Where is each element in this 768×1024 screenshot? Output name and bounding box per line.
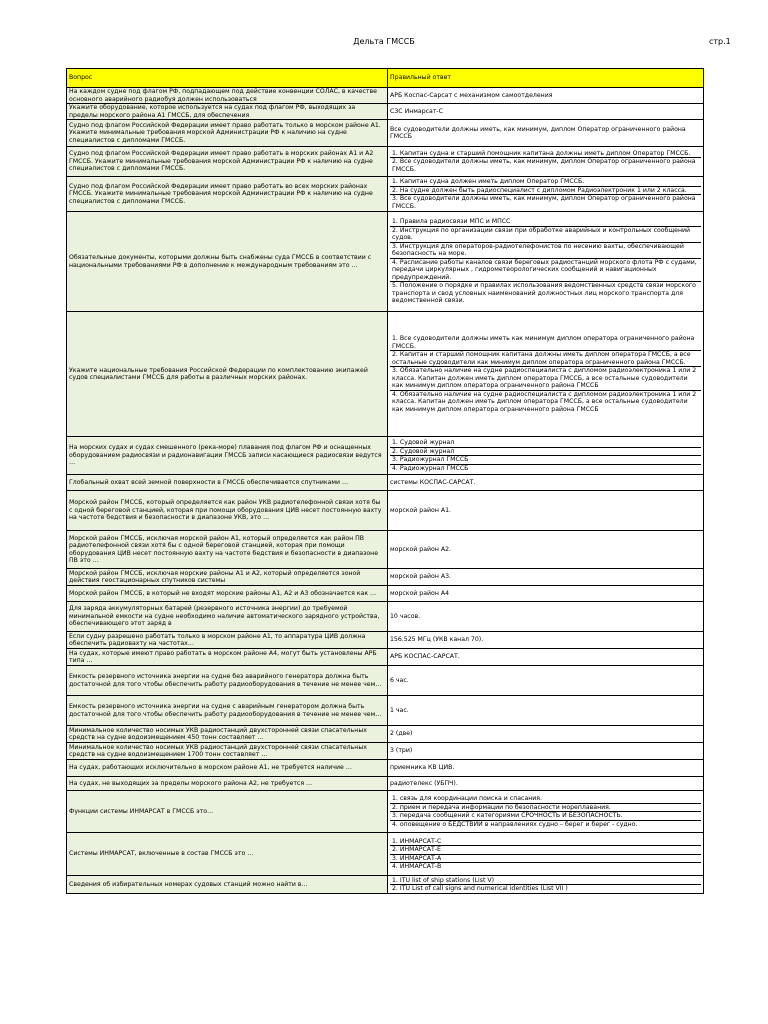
table-row [67,726,704,743]
answer-option: АРБ Коспас-Сарсат с механизмом самоотделения [390,91,553,99]
question-cell: Для заряда аккумуляторных батарей (резервного источника энергии) до требуемой минимальной емкости на судне необходимо наличие автоматического зарядного устройства, обеспечивающего этот заряд в [67,602,388,632]
answer-option: 2 (две) [390,730,413,738]
answer-cell [388,649,704,666]
question-cell: Судно под флагом Российской Федерации имеет право работать в морских районах А1 и А2 ГМССБ. Укажите минимальные требования морской Администрации РФ к наличию на судне специалистов с дипломами ГМССБ. [67,147,388,177]
question-cell: Морской район ГМССБ, исключая морские районы А1 и А2, который определяется зоной действия геостационарных спутников системы [67,569,388,586]
question-cell: На судах, не выходящих за пределы морского района А2, не требуется … [67,777,388,791]
answer-option: 10 часов. [390,612,421,620]
answer-cell [388,88,704,104]
question-cell: На каждом судне под флагом РФ, подпадающем под действие конвенции СОЛАС, в качестве основного аварийного радиобуя должен использоваться [67,88,388,104]
answer-cell [388,791,704,833]
table-row [67,569,704,586]
table-row [67,760,704,777]
answer-option: 3. Обязательно наличие на судне радиоспециалиста с дипломом радиоэлектроника 1 или 2 класса. Капитан должен иметь диплом оператора ГМССБ, а все остальные судоводители как минимум диплом оператора ограниченного района ГМССБ [390,366,701,390]
answer-option: приемника КВ ЦИВ. [390,764,455,772]
table-row [67,602,704,632]
answer-option: 5. Положение о порядке и правилах использования ведомственных средств связи морского транспорта и свод условных наименований должностных лиц морского транспорта для ведомственной связи. [390,281,701,305]
question-cell: Укажите оборудование, которое используется на судах под флагом РФ, выходящих за пределы морского района А1 ГМССБ, для обеспечения [67,104,388,120]
table-row [67,212,704,312]
answer-option: СЗС Инмарсат-С [390,107,443,115]
answer-option: 1. Все судоводители должны иметь как минимум диплом оператора ограниченного района ГМССБ. [392,335,695,350]
answer-option: 4. Расписание работы каналов связи береговых радиостанций морского флота РФ с судами, передачи циркулярных , гидрометеорологических сообщений и навигационных предупреждений. [390,258,701,282]
answer-option: 2. ITU List of call signs and numerical identities (List VII ) [390,884,701,893]
question-cell: На судах, работающих исключительно в морском районе А1, не требуется наличие … [67,760,388,777]
answer-option: радиотелекс (УБПЧ). [390,779,458,787]
answer-cell [388,531,704,569]
answer-option: 1. Правила радиосвязи МПС и МПСС [392,218,511,226]
answer-option: 3. Все судоводители должны иметь, как минимум, диплом Оператор ограниченного района ГМССБ. [390,194,701,210]
answer-cell [388,212,704,312]
answer-option: 4. Обязательно наличие на судне радиоспециалиста с дипломом радиоэлектроника 1 или 2 класса. Капитан должен иметь диплом оператора ГМССБ, а все остальные судоводители как минимум диплом оператора ограниченного района ГМССБ [390,390,701,414]
table-row [67,791,704,833]
table-row [67,743,704,760]
answer-cell [388,602,704,632]
table-row [67,147,704,177]
answer-option: 2. Инструкция по организации связи при обработке аварийных и контрольных сообщений судов. [390,226,701,242]
answer-option: 2. Судовой журнал [390,447,701,456]
table-row [67,88,704,104]
table-row [67,437,704,475]
answer-cell [388,743,704,760]
answer-option: 2. На судне должен быть радиоспециалист с дипломом Радиоэлектроник 1 или 2 класса. [390,186,701,195]
answer-option: 6 час. [390,676,409,684]
question-cell: Емкость резервного источника энергии на судне без аварийного генератора должна быть достаточной для того чтобы обеспечить работу радиооборудования в течение не менее чем… [67,666,388,696]
table-row [67,649,704,666]
answer-option: 3. ИНМАРСАТ-А [390,854,701,863]
question-cell: Если судну разрешено работать только в морском районе А1, то аппаратура ЦИВ должна обеспечить радиовахту на частотах… [67,632,388,649]
answer-cell [388,777,704,791]
question-cell: Морской район ГМССБ, который определяется как район УКВ радиотелефонной связи хотя бы с одной береговой станцией, которая при помощи оборудования ЦИВ несет постоянную вахту на частоте бедствия и безопасности в диапазоне УКВ, это … [67,491,388,531]
question-cell: На судах, которые имеют право работать в морском районе А4, могут быть установлены АРБ типа … [67,649,388,666]
table-row [67,531,704,569]
questions-table [66,68,704,894]
table-row [67,120,704,147]
question-cell: Минимальное количество носимых УКВ радиостанций двухсторонней связи спасательных средств на судне водоизмещением 450 тонн составляет … [67,726,388,743]
answer-option: 4. оповещение о БЕДСТВИИ в направлениях судно – берег и берег - судно. [390,820,701,829]
answer-cell [388,491,704,531]
answer-option: 1. Капитан судна должен иметь диплом Оператор ГМССБ. [392,178,585,185]
answer-option: морской район А4 [390,589,450,597]
answer-cell [388,876,704,894]
table-row [67,312,704,437]
answer-option: АРБ КОСПАС-САРСАТ. [390,653,460,661]
page-number: стр.1 [709,37,731,46]
table-row [67,696,704,726]
answer-option: 4. Радиожурнал ГМССБ [390,464,701,473]
answer-cell [388,104,704,120]
document-title: Дельта ГМССБ [353,37,415,46]
answer-cell [388,632,704,649]
answer-option: 3 (три) [390,747,413,755]
answer-cell [388,586,704,602]
answer-option: 2. ИНМАРСАТ-Е [390,845,701,854]
answer-cell [388,666,704,696]
question-cell: Функции системы ИНМАРСАТ в ГМССБ это… [67,791,388,833]
question-cell: Емкость резервного источника энергии на судне с аварийным генератором должна быть достаточной для того чтобы обеспечить работу радиооборудования в течение не менее чем… [67,696,388,726]
table-row [67,666,704,696]
answer-option: Все судоводители должны иметь, как минимум, диплом Оператор ограниченного района ГМССБ [390,125,686,140]
answer-option: 4. ИНМАРСАТ-В [390,862,701,871]
answer-cell [388,475,704,491]
table-row [67,876,704,894]
table-row [67,177,704,212]
answer-option: 2. Капитан и старший помощник капитана должны иметь диплом оператора ГМССБ, а все остальные судоводители как минимум диплом оператора ограниченного района ГМССБ. [390,350,701,366]
answer-option: морской район А2. [390,545,451,553]
question-cell: Минимальное количество носимых УКВ радиостанций двухсторонней связи спасательных средств на судне водоизмещением 1700 тонн составляет … [67,743,388,760]
table-row [67,632,704,649]
answer-cell [388,726,704,743]
answer-option: системы КОСПАС-САРСАТ. [390,478,476,486]
answer-option: 1 час. [390,706,409,714]
answer-option: 1. связь для координации поиска и спасания. [392,795,542,802]
header-answer: Правильный ответ [388,69,704,88]
answer-option: морской район А1. [390,506,451,514]
table-row [67,104,704,120]
question-cell: Морской район ГМССБ, в который не входят морские районы А1, А2 и А3 обозначается как … [67,586,388,602]
answer-option: морской район А3. [390,573,451,581]
question-cell: Обязательные документы, которыми должны быть снабжены суда ГМССБ в соответствии с национальными требованиями РФ в дополнение к международным требованиям это … [67,212,388,312]
answer-option: 2. Все судоводители должны иметь, как минимум, диплом Оператор ограниченного района ГМССБ. [390,157,701,173]
answer-cell [388,437,704,475]
table-header-row [67,69,704,88]
question-cell: На морских судах и судах смешенного (река-море) плавания под флагом РФ и оснащенных оборудованием радиосвязи и радионавигации ГМССБ записи касающиеся радиосвязи ведутся … [67,437,388,475]
answer-cell [388,569,704,586]
answer-option: 1. Судовой журнал [392,439,455,446]
question-cell: Судно под флагом Российской Федерации имеет право работать только в морском районе А1. Укажите минимальные требования морской Администрации РФ к наличию на судне специалистов с дипломами ГМССБ. [67,120,388,147]
answer-option: 3. Инструкция для операторов-радиотелефонистов по несению вахты, обеспечивающей безопасность на море. [390,242,701,258]
answer-option: 156.525 МГц (УКВ канал 70). [390,636,484,644]
table-row [67,586,704,602]
answer-option: 1. Капитан судна и старший помощник капитана должны иметь диплом Оператор ГМССБ. [392,149,691,157]
answer-cell [388,696,704,726]
question-cell: Сведения об избирательных номерах судовых станций можно найти в… [67,876,388,894]
answer-cell [388,177,704,212]
answer-option: 2. прием и передача информации по безопасности мореплавания. [390,803,701,812]
question-cell: Укажите национальные требования Российской Федерации по комплектованию экипажей судов специалистами ГМССБ для работы в различных морских районах. [67,312,388,437]
table-row [67,833,704,876]
header-question: Вопрос [67,69,388,88]
question-cell: Системы ИНМАРСАТ, включенные в состав ГМССБ это … [67,833,388,876]
answer-cell [388,833,704,876]
table-row [67,777,704,791]
answer-cell [388,147,704,177]
answer-option: 3. Радиожурнал ГМССБ [390,455,701,464]
answer-option: 1. ITU list of ship stations (List V) [392,876,495,884]
question-cell: Морской район ГМССБ, исключая морской район А1, который определяется как район ПВ радиотелефонной связи хотя бы с одной береговой станцией, которая при помощи оборудования ЦИВ несет постоянную вахту на частоте бедствия и безопасности в диапазоне ПВ это … [67,531,388,569]
answer-cell [388,760,704,777]
question-cell: Судно под флагом Российской Федерации имеет право работать во всех морских районах ГМССБ. Укажите минимальные требования морской Администрации РФ к наличию на судне специалистов с дипломами ГМССБ. [67,177,388,212]
answer-option: 3. передача сообщений с категориями СРОЧНОСТЬ И БЕЗОПАСНОСТЬ. [390,811,701,820]
answer-cell [388,120,704,147]
answer-cell [388,312,704,437]
table-row [67,491,704,531]
question-cell: Глобальный охват всей земной поверхности в ГМССБ обеспечивается спутниками … [67,475,388,491]
answer-option: 1. ИНМАРСАТ-С [392,837,442,845]
table-row [67,475,704,491]
